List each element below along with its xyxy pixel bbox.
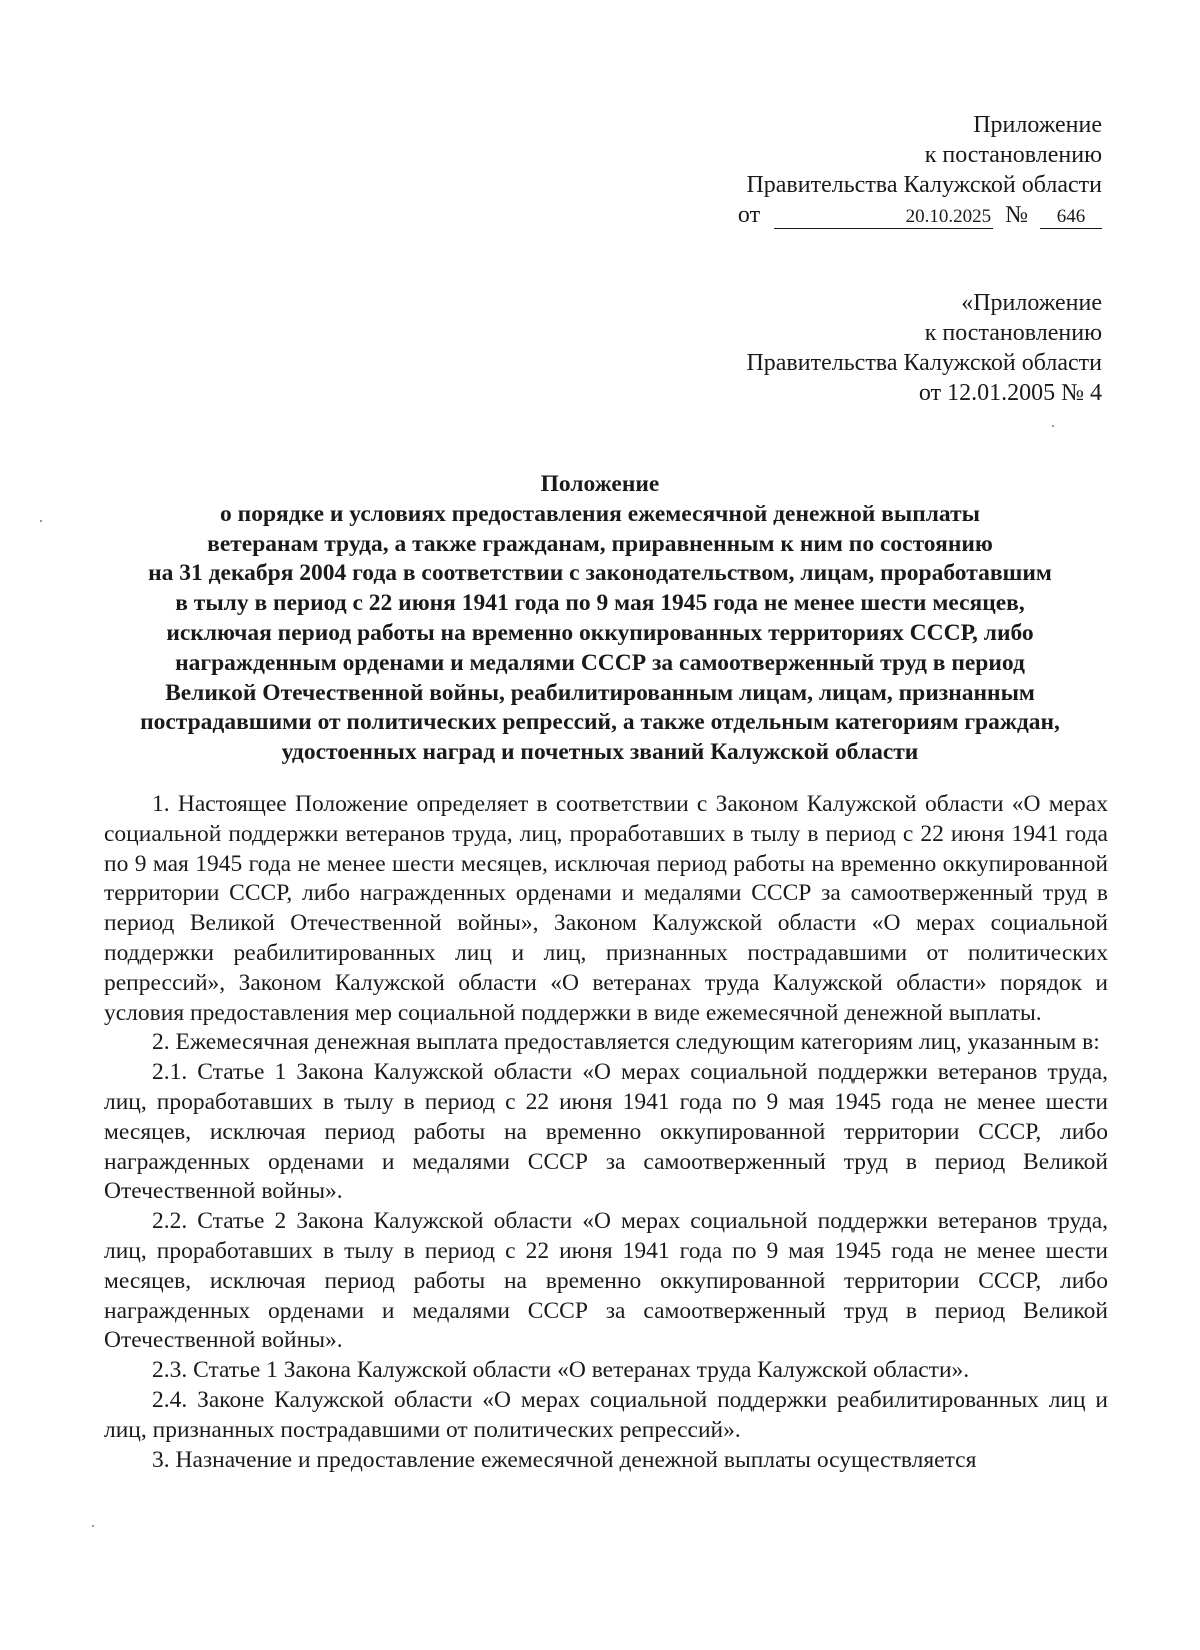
title-line: о порядке и условиях предоставления ежемесячной денежной выплаты bbox=[220, 500, 980, 527]
original-appendix-date: от 12.01.2005 № 4 bbox=[918, 380, 1102, 406]
paragraph-2: 2. Ежемесячная денежная выплата предоставляется следующим категориям лиц, указанным в: bbox=[152, 1029, 1100, 1056]
paragraph-3: 3. Назначение и предоставление ежемесячной денежной выплаты осуществляется bbox=[152, 1446, 977, 1473]
title-line: удостоенных наград и почетных званий Калужской области bbox=[281, 739, 919, 766]
number-sign: № bbox=[1005, 202, 1028, 228]
title-line: ветеранам труда, а также гражданам, приравненным к ним по состоянию bbox=[207, 530, 993, 557]
appendix-to-resolution: к постановлению bbox=[924, 142, 1102, 168]
date-field: 20.10.2025 bbox=[774, 206, 993, 229]
paragraph-1: 1. Настоящее Положение определяет в соответствии с Законом Калужской области «О мерах социальной поддержки ветеранов труда, лиц, проработавших в тылу в период с 22 июня 1941 года по 9 мая 1945 года не менее шести месяцев, исключая период работы на временно оккупированной территории СССР, либо награжденных орденами и медалями СССР за самоотверженный труд в период Великой Отечественной войны», Законом Калужской области «О мерах социальной поддержки реабилитированных лиц и лиц, признанных пострадавшими от политических репрессий», Законом Калужской области «О ветеранах труда Калужской области» порядок и условия предоставления мер социальной поддержки в виде ежемесячной денежной выплаты. bbox=[104, 791, 1108, 1026]
paragraph-2-4: 2.4. Законе Калужской области «О мерах социальной поддержки реабилитированных лиц и лиц, признанных пострадавшими от политических репрессий». bbox=[104, 1386, 1108, 1443]
title-line: на 31 декабря 2004 года в соответствии с законодательством, лицам, проработавшим bbox=[148, 560, 1052, 587]
title-line: исключая период работы на временно оккупированных территориях СССР, либо bbox=[166, 619, 1034, 646]
paragraph-2-2: 2.2. Статье 2 Закона Калужской области «О мерах социальной поддержки ветеранов труда, лиц, проработавших в тылу в период с 22 июня 1941 года по 9 мая 1945 года не менее шести месяцев, исключая период работы на временно оккупированной территории СССР, либо награжденных орденами и медалями СССР за самоотверженный труд в период Великой Отечественной войны». bbox=[104, 1208, 1108, 1354]
original-appendix-header bbox=[746, 288, 1102, 408]
original-appendix-to-resolution: к постановлению bbox=[924, 320, 1102, 346]
title-line: награжденным орденами и медалями СССР за самоотверженный труд в период bbox=[175, 649, 1025, 676]
title-line: в тылу в период с 22 июня 1941 года по 9 мая 1945 года не менее шести месяцев, bbox=[175, 590, 1025, 617]
date-prefix: от bbox=[737, 202, 761, 228]
original-appendix-label: «Приложение bbox=[961, 290, 1102, 316]
appendix-header bbox=[738, 110, 1102, 230]
title-line: Положение bbox=[540, 471, 660, 497]
appendix-label: Приложение bbox=[973, 112, 1102, 138]
appendix-date-line bbox=[738, 200, 1102, 230]
document-body bbox=[104, 790, 1108, 1475]
number-field: 646 bbox=[1040, 206, 1102, 229]
appendix-government: Правительства Калужской области bbox=[746, 172, 1102, 198]
title-line: Великой Отечественной войны, реабилитированным лицам, лицам, признанным bbox=[165, 679, 1035, 706]
paragraph-2-1: 2.1. Статье 1 Закона Калужской области «О мерах социальной поддержки ветеранов труда, лиц, проработавших в тылу в период с 22 июня 1941 года по 9 мая 1945 года не менее шести месяцев, исключая период работы на временно оккупированной территории СССР, либо награжденных орденами и медалями СССР за самоотверженный труд в период Великой Отечественной войны». bbox=[104, 1059, 1108, 1205]
title-line: пострадавшими от политических репрессий, а также отдельным категориям граждан, bbox=[140, 709, 1060, 736]
scan-speck bbox=[40, 520, 42, 522]
scan-speck bbox=[92, 1525, 94, 1527]
paragraph-2-3: 2.3. Статье 1 Закона Калужской области «О ветеранах труда Калужской области». bbox=[152, 1357, 970, 1384]
scan-speck bbox=[1052, 425, 1054, 427]
document-title bbox=[90, 470, 1110, 768]
original-appendix-government: Правительства Калужской области bbox=[746, 350, 1102, 376]
